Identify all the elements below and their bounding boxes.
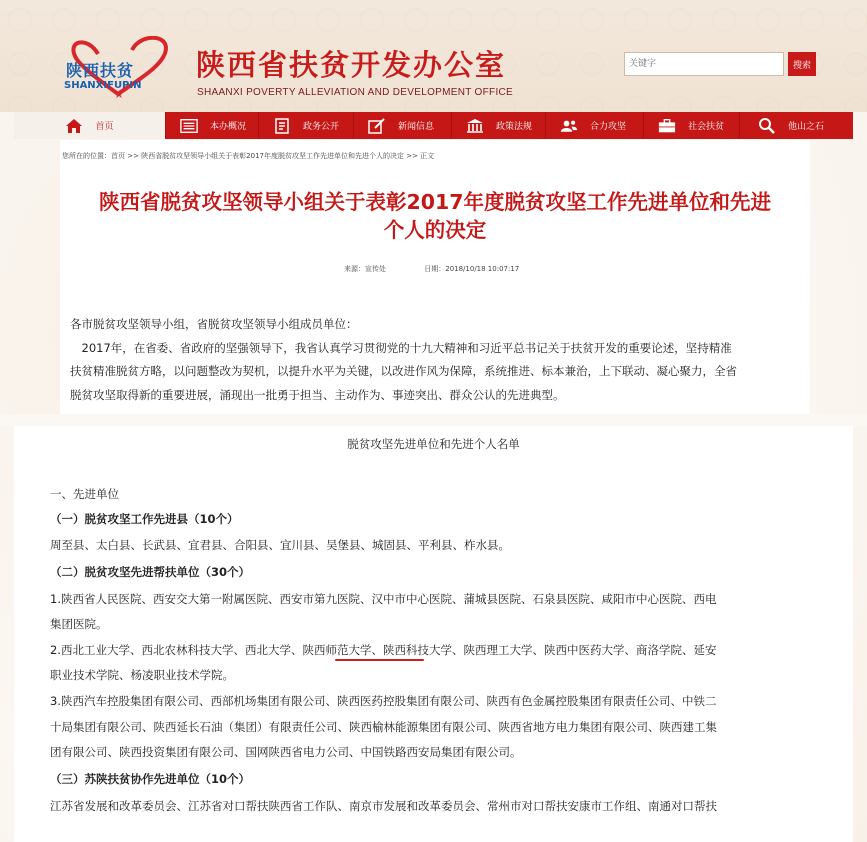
nav-item-social[interactable] (644, 112, 740, 139)
document-icon (273, 118, 291, 134)
search-icon (758, 118, 776, 134)
article-salutation: 各市脱贫攻坚领导小组，省脱贫攻坚领导小组成员单位： (70, 317, 358, 331)
list-text: 3.陕西汽车控股集团有限公司、西部机场集团有限公司、陕西医药控股集团有限公司、陕西有色金属控股集团有限责任公司、中铁二 (50, 694, 717, 708)
nav-item-policy[interactable] (452, 112, 546, 139)
article-title-line2: 个人的决定 (383, 218, 487, 242)
search-button[interactable]: 搜索 (788, 52, 816, 76)
site-title: 陕西省扶贫开发办公室 (196, 48, 507, 82)
list-title: 脱贫攻坚先进单位和先进个人名单 (347, 437, 520, 451)
article-title-line1: 陕西省脱贫攻坚领导小组关于表彰2017年度脱贫攻坚工作先进单位和先进 (98, 190, 772, 214)
site-subtitle: SHAANXI POVERTY ALLEVIATION AND DEVELOPMENT OFFICE (197, 87, 514, 98)
article-body-line: 扶贫精准脱贫方略，以问题整改为契机，以提升水平为关键，以改进作风为保障，系统推进、标本兼治，上下联动、凝心聚力，全省 (70, 364, 737, 378)
image-divider (0, 414, 867, 426)
article-body-line: 2017年，在省委、省政府的坚强领导下，我省认真学习贯彻党的十九大精神和习近平总书记关于扶贫开发的重要论述，坚持精准 (70, 341, 732, 355)
main-nav (14, 112, 853, 139)
nav-item-overview[interactable] (166, 112, 259, 139)
nav-label: 政务公开 (303, 122, 340, 132)
search-input[interactable] (624, 52, 784, 76)
nav-item-others[interactable] (740, 112, 853, 139)
highlight-underline (335, 659, 424, 661)
nav-label: 首页 (95, 122, 114, 132)
nav-label: 他山之石 (788, 122, 825, 132)
nav-label: 合力攻坚 (590, 122, 627, 132)
article-meta (344, 264, 555, 274)
section-heading: 一、先进单位 (50, 487, 119, 501)
list-text: 周至县、太白县、长武县、宜君县、合阳县、宜川县、吴堡县、城固县、平利县、柞水县。 (50, 538, 510, 552)
breadcrumb[interactable]: 您所在的位置：首页 >> 陕西省脱贫攻坚领导小组关于表彰2017年度脱贫攻坚工作先进单位和先进个人的决定 >> 正文 (62, 152, 435, 160)
people-icon (560, 118, 578, 134)
list-text: 职业技术学院、杨凌职业技术学院。 (50, 668, 234, 682)
site-header (0, 0, 867, 112)
subsection-heading: （二）脱贫攻坚先进帮扶单位（30个） (50, 565, 251, 579)
briefcase-icon (658, 118, 676, 134)
pencil-icon (368, 118, 386, 134)
nav-item-joint[interactable] (546, 112, 644, 139)
nav-label: 新闻信息 (398, 122, 435, 132)
list-text: 1.陕西省人民医院、西安交大第一附属医院、西安市第九医院、汉中市中心医院、蒲城县医院、石泉县医院、咸阳市中心医院、西电 (50, 592, 717, 606)
article-body-line: 脱贫攻坚取得新的重要进展，涌现出一批勇于担当、主动作为、事迹突出、群众公认的先进典型。 (70, 388, 565, 402)
article-source: 来源：宣传处 (344, 265, 386, 273)
nav-item-public[interactable] (259, 112, 354, 139)
nav-label: 政策法规 (496, 122, 533, 132)
article-title (60, 188, 810, 244)
list-icon (180, 118, 198, 134)
site-logo[interactable] (58, 36, 178, 106)
list-text: 2.西北工业大学、西北农林科技大学、西北大学、陕西师范大学、陕西科技大学、陕西理工大学、陕西中医药大学、商洛学院、延安 (50, 643, 717, 657)
logo-title: 陕西扶贫 (66, 61, 135, 80)
home-icon (65, 118, 83, 134)
nav-item-home[interactable] (14, 112, 166, 139)
subsection-heading: （三）苏陕扶贫协作先进单位（10个） (50, 772, 251, 786)
list-text: 十局集团有限公司、陕西延长石油（集团）有限责任公司、陕西榆林能源集团有限公司、陕西省地方电力集团有限公司、陕西建工集 (50, 720, 717, 734)
list-text: 团有限公司、陕西投资集团有限公司、国网陕西省电力公司、中国铁路西安局集团有限公司。 (50, 745, 522, 759)
logo-subtitle: SHANXIFUPIN (64, 80, 142, 91)
list-text: 集团医院。 (50, 617, 108, 631)
subsection-heading: （一）脱贫攻坚工作先进县（10个） (50, 512, 239, 526)
building-icon (466, 118, 484, 134)
nav-label: 社会扶贫 (688, 122, 725, 132)
article-date: 日期：2018/10/18 10:07:17 (424, 265, 520, 273)
list-text: 江苏省发展和改革委员会、江苏省对口帮扶陕西省工作队、南京市发展和改革委员会、常州市对口帮扶安康市工作组、南通对口帮扶 (50, 799, 717, 813)
nav-label: 本办概况 (210, 122, 247, 132)
nav-item-news[interactable] (354, 112, 452, 139)
